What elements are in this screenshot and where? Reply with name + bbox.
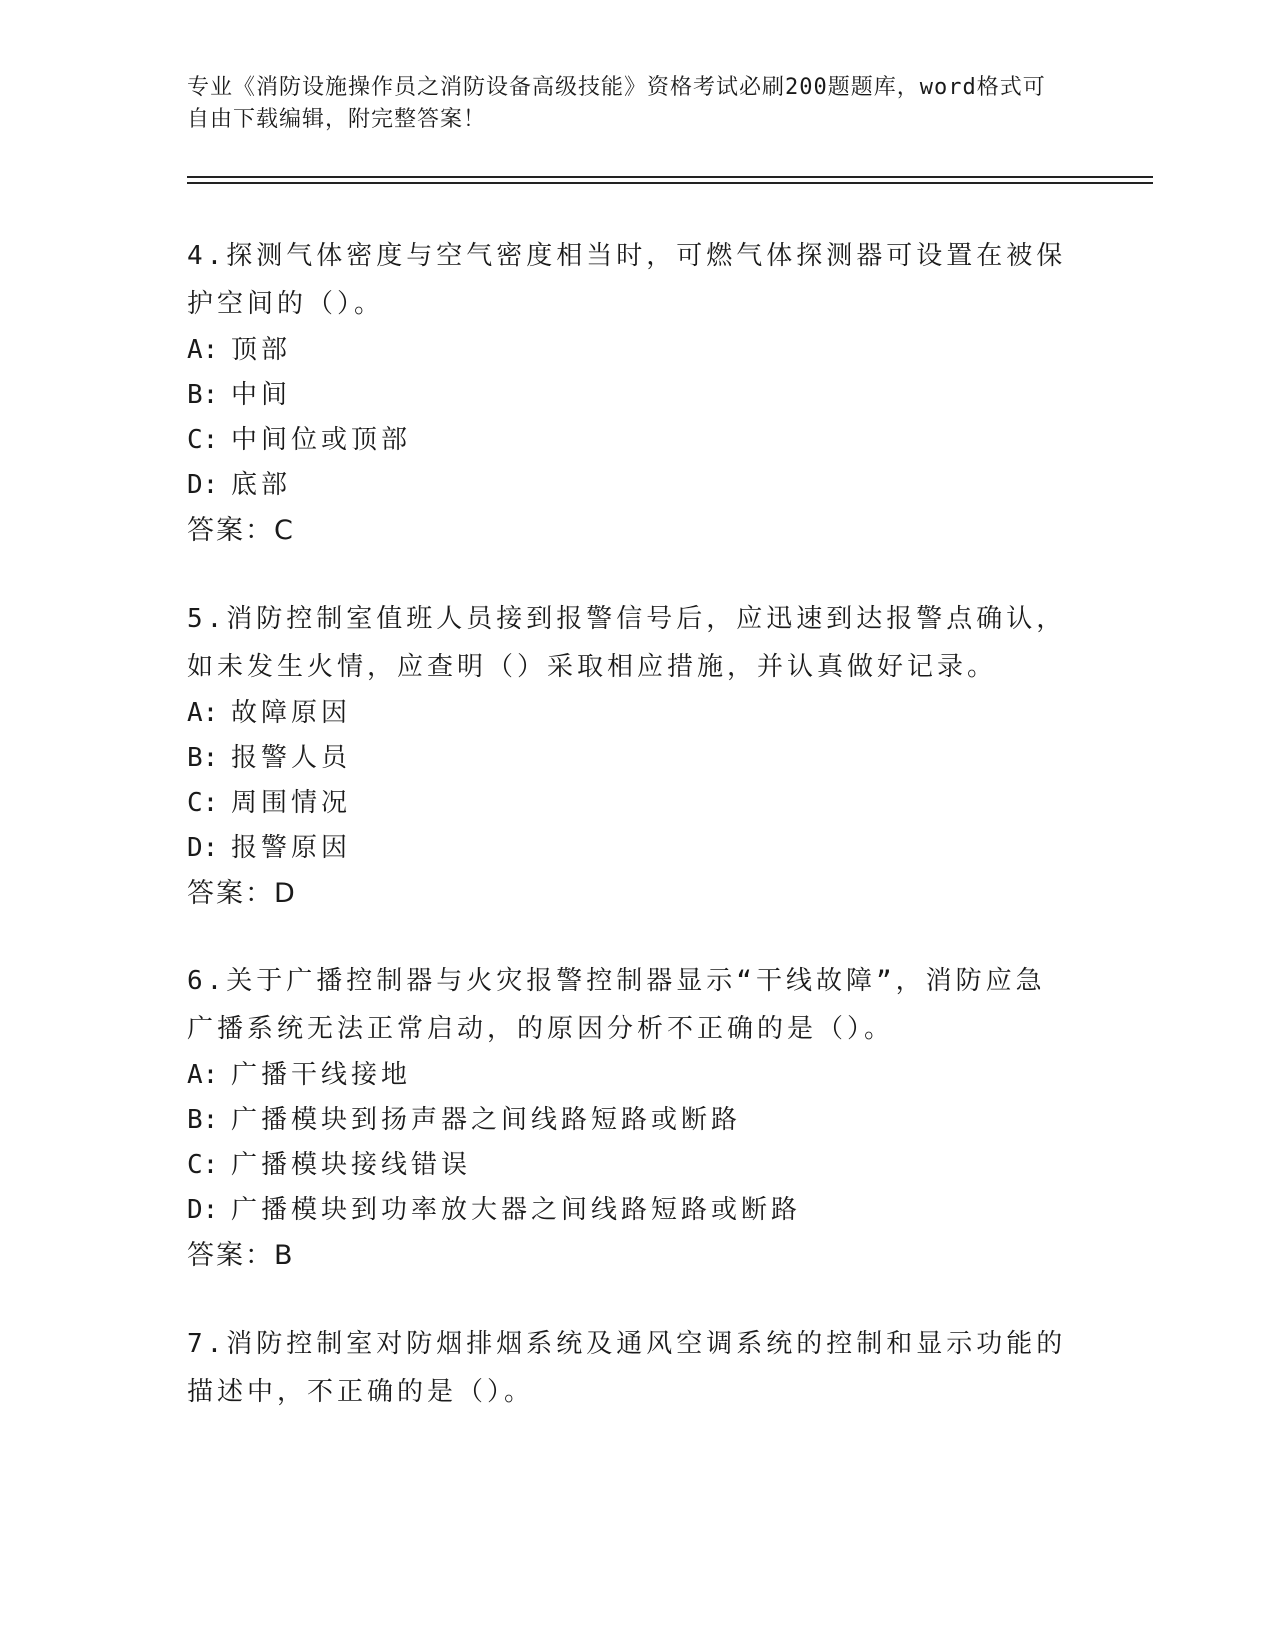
question-7 — [187, 1320, 1067, 1416]
header-divider-top — [187, 176, 1153, 178]
option-d — [187, 1188, 1067, 1233]
option-text: 周围情况 — [231, 788, 352, 818]
question-4 — [187, 232, 1067, 554]
option-letter: B: — [187, 380, 219, 410]
option-c — [187, 418, 1067, 463]
answer-label: 答案： — [187, 878, 274, 909]
question-5 — [187, 595, 1067, 917]
answer-value: D — [274, 878, 297, 909]
option-letter: C: — [187, 788, 219, 818]
option-text: 中间位或顶部 — [231, 425, 412, 455]
question-text: 7.消防控制室对防烟排烟系统及通风空调系统的控制和显示功能的描述中，不正确的是（）。 — [187, 1329, 1067, 1407]
option-letter: D: — [187, 833, 219, 863]
option-text: 广播模块到功率放大器之间线路短路或断路 — [231, 1195, 802, 1225]
question-6 — [187, 957, 1067, 1279]
option-text: 故障原因 — [231, 698, 352, 728]
question-text: 4.探测气体密度与空气密度相当时，可燃气体探测器可设置在被保护空间的（）。 — [187, 241, 1067, 319]
option-b — [187, 736, 1067, 781]
question-text: 5.消防控制室值班人员接到报警信号后，应迅速到达报警点确认，如未发生火情，应查明（）采取相应措施，并认真做好记录。 — [187, 604, 1067, 682]
document-header: 专业《消防设施操作员之消防设备高级技能》资格考试必刷200题题库，word格式可自由下载编辑，附完整答案！ — [187, 75, 1046, 132]
option-a — [187, 1053, 1067, 1098]
option-d — [187, 826, 1067, 871]
option-text: 报警人员 — [231, 743, 352, 773]
option-text: 顶部 — [231, 335, 292, 365]
option-text: 广播模块到扬声器之间线路短路或断路 — [231, 1105, 742, 1135]
option-letter: A: — [187, 1060, 219, 1090]
option-letter: A: — [187, 698, 219, 728]
question-text: 6.关于广播控制器与火灾报警控制器显示“干线故障”，消防应急广播系统无法正常启动，的原因分析不正确的是（）。 — [187, 966, 1046, 1044]
option-letter: C: — [187, 425, 219, 455]
answer-line — [187, 1233, 1067, 1279]
option-letter: C: — [187, 1150, 219, 1180]
option-d — [187, 463, 1067, 508]
option-b — [187, 373, 1067, 418]
option-b — [187, 1098, 1067, 1143]
option-a — [187, 328, 1067, 373]
answer-label: 答案： — [187, 515, 274, 546]
answer-value: C — [274, 515, 295, 546]
answer-line — [187, 871, 1067, 917]
option-text: 广播干线接地 — [231, 1060, 412, 1090]
option-c — [187, 1143, 1067, 1188]
option-letter: D: — [187, 470, 219, 500]
option-text: 中间 — [231, 380, 292, 410]
option-letter: B: — [187, 1105, 219, 1135]
option-letter: A: — [187, 335, 219, 365]
answer-line — [187, 508, 1067, 554]
option-letter: D: — [187, 1195, 219, 1225]
option-text: 底部 — [231, 470, 292, 500]
answer-label: 答案： — [187, 1240, 274, 1271]
option-letter: B: — [187, 743, 219, 773]
option-text: 报警原因 — [231, 833, 352, 863]
option-a — [187, 691, 1067, 736]
answer-value: B — [274, 1240, 295, 1271]
option-text: 广播模块接线错误 — [231, 1150, 472, 1180]
option-c — [187, 781, 1067, 826]
header-divider-bottom — [187, 182, 1153, 184]
